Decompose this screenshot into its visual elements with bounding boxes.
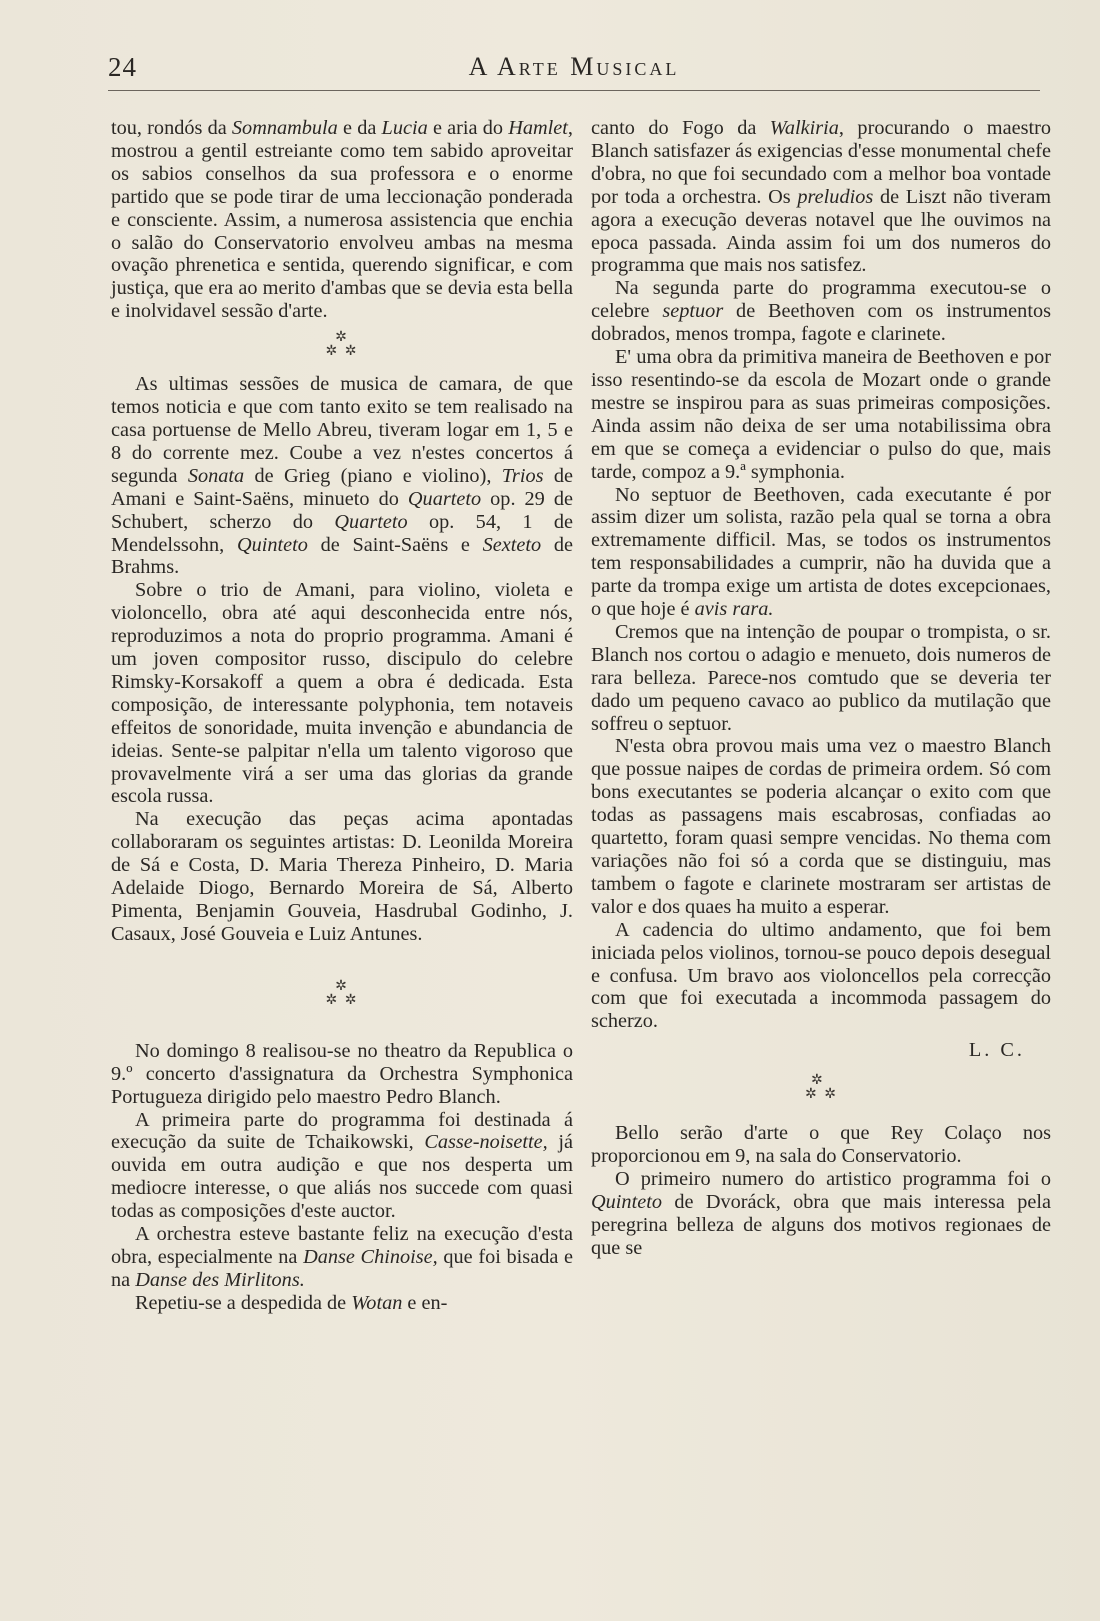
paragraph: As ultimas sessões de musica de camara, de que temos noticia e que com tanto exito se tem realisado na casa portuense de Mello Abreu, tiveram logar em 1, 5 e 8 do corrente mez. Coube a vez n'estes concertos á segunda Sonata de Grieg (piano e violino), Trios de Amani e Saint-Saëns, minueto do Quarteto op. 29 de Schubert, scherzo do Quarteto op. 54, 1 de Mendelssohn, Quinteto de Saint-Saëns e Sexteto de Brahms. bbox=[111, 373, 574, 579]
paragraph: A primeira parte do programma foi destinada á execução da suite de Tchaikowski, Casse-noisette, já ouvida em outra audição e que nos desperta um mediocre interesse, o que aliás nos succede com quasi todas as composições d'este auctor. bbox=[111, 1108, 573, 1223]
paragraph: O primeiro numero do artistico programma foi o Quinteto de Dvoráck, obra que mais interessa pela peregrina belleza de alguns dos motivos regionaes de que se bbox=[591, 1167, 1051, 1259]
paragraph: Na segunda parte do programma executou-se o celebre septuor de Beethoven com os instrumentos dobrados, menos trompa, fagote e clarinete. bbox=[591, 277, 1051, 346]
italic-title: Trios bbox=[501, 464, 544, 487]
paragraph: E' uma obra da primitiva maneira de Beethoven e por isso resentindo-se da escola de Mozart onde o grande mestre se inspirou para as suas primeiras composições. Ainda assim não deixa de ser uma notabilissima obra em que se começa a evidenciar o pulso do que, mais tarde, compoz a 9.ª symphonia. bbox=[591, 346, 1051, 483]
page-number: 24 bbox=[108, 52, 137, 82]
page-header bbox=[108, 50, 1040, 91]
italic-title: Sonata bbox=[187, 464, 245, 487]
left-column bbox=[111, 117, 573, 1315]
paragraph: Na execução das peças acima apontadas collaboraram os seguintes artistas: D. Leonilda Moreira de Sá e Costa, D. Maria Thereza Pinheiro, D. Maria Adelaide Diogo, Bernardo Moreira de Sá, Alberto Pimenta, Benjamin Gouveia, Hasdrubal Godinho, J. Casaux, José Gouveia e Luiz Antunes. bbox=[111, 808, 573, 945]
paragraph: Cremos que na intenção de poupar o trompista, o sr. Blanch nos cortou o adagio e menueto, dois numeros de rara belleza. Parece-nos comtudo que se deveria ter dado um pequeno cavaco ao publico da mutilação que soffreu o septuor. bbox=[591, 620, 1051, 735]
italic-title: Danse Chinoise, bbox=[303, 1245, 438, 1268]
italic-title: Sexteto bbox=[482, 533, 542, 556]
italic-title: Danse des Mirlitons. bbox=[135, 1268, 305, 1291]
author-signature: L. C. bbox=[968, 1039, 1025, 1062]
italic-title: preludios bbox=[797, 185, 874, 208]
italic-title: Somnambula bbox=[231, 117, 338, 139]
asterism-ornament: ✲ ✲ ✲ bbox=[325, 978, 359, 1008]
italic-title: Quinteto bbox=[591, 1190, 662, 1213]
paragraph: No domingo 8 realisou-se no theatro da Republica o 9.º concerto d'assignatura da Orchestra Symphonica Portugueza dirigido pelo maestro Pedro Blanch. bbox=[111, 1039, 573, 1108]
paragraph: No septuor de Beethoven, cada executante é por assim dizer um solista, razão pela qual se torna a obra extremamente difficil. Mas, se todos os instrumentos tem responsabilidades a cumprir, não ha duvida que a parte da trompa exige um artista de dotes excepcionaes, o que hoje é avis rara. bbox=[591, 483, 1051, 621]
italic-title: Wotan bbox=[351, 1291, 403, 1314]
running-title: A Arte Musical bbox=[468, 52, 680, 81]
paragraph: canto do Fogo da Walkiria, procurando o maestro Blanch satisfazer ás exigencias d'esse monumental chefe d'obra, no que foi secundado com a melhor boa vontade por toda a orchestra. Os preludios de Liszt não tiveram agora a execução deveras notavel que lhe ouvimos na epoca passada. Ainda assim foi um dos numeros do programma que mais nos satisfez. bbox=[591, 117, 1051, 277]
italic-title: septuor bbox=[662, 300, 724, 323]
italic-title: Quarteto bbox=[334, 510, 408, 533]
italic-title: Quarteto bbox=[407, 487, 482, 510]
paragraph: A orchestra esteve bastante feliz na execução d'esta obra, especialmente na Danse Chinoise, que foi bisada e na Danse des Mirlitons. bbox=[111, 1223, 573, 1291]
paragraph: A cadencia do ultimo andamento, que foi bem iniciada pelos violinos, tornou-se pouco depois desegual e confusa. Um bravo aos violoncellos pela correcção com que foi executada a incommoda passagem do scherzo. bbox=[591, 918, 1051, 1033]
italic-title: Lucia bbox=[381, 117, 428, 139]
italic-title: Hamlet bbox=[508, 117, 568, 139]
paragraph: Bello serão d'arte o que Rey Colaço nos proporcionou em 9, na sala do Conservatorio. bbox=[591, 1122, 1051, 1168]
asterism-ornament: ✲ ✲ ✲ bbox=[325, 330, 359, 360]
italic-title: Walkiria bbox=[769, 117, 839, 139]
paragraph: Repetiu-se a despedida de Wotan e en- bbox=[135, 1291, 448, 1314]
italic-title: Quinteto bbox=[236, 533, 308, 556]
paragraph: N'esta obra provou mais uma vez o maestro Blanch que possue naipes de cordas de primeira ordem. Só com bons executantes se poderia alcançar o exito com que todas as passagens mais escabrosas, confiadas ao quartetto, foram quasi sempre vencidas. No thema com variações não foi só a corda que se distinguiu, mas tambem o fagote e clarinete mostraram ser artistas de valor e dos quaes ha muito a esperar. bbox=[591, 735, 1051, 918]
asterism-ornament: ✲ ✲ ✲ bbox=[805, 1073, 838, 1103]
right-column bbox=[591, 117, 1051, 1260]
italic-title: avis rara. bbox=[694, 598, 774, 621]
paragraph: tou, rondós da Somnambula e da Lucia e aria do Hamlet, mostrou a gentil estreiante como tem sabido aproveitar os sabios conselhos da sua professora e o enorme partido que se pode tirar de uma leccionação ponderada e consciente. Assim, a numerosa assistencia que enchia o salão do Conservatorio envolveu ambas na mesma ovação phrenetica e sentida, querendo significar, e com justiça, que era ao merito d'ambas que se devia esta bella e inolvidavel sessão d'arte. bbox=[111, 117, 573, 323]
paragraph: Sobre o trio de Amani, para violino, violeta e violoncello, obra até aqui desconhecida entre nós, reproduzimos a nota do proprio programma. Amani é um joven compositor russo, discipulo do celebre Rimsky-Korsakoff a quem a obra é dedicada. Esta composição, de interessante polyphonia, tem notaveis effeitos de sonoridade, muita invenção e abundancia de ideias. Sente-se palpitar n'ella um talento vigoroso que provavelmente virá a ser uma das glorias da grande escola russa. bbox=[111, 579, 573, 808]
italic-title: Casse-noisette, bbox=[424, 1131, 548, 1154]
